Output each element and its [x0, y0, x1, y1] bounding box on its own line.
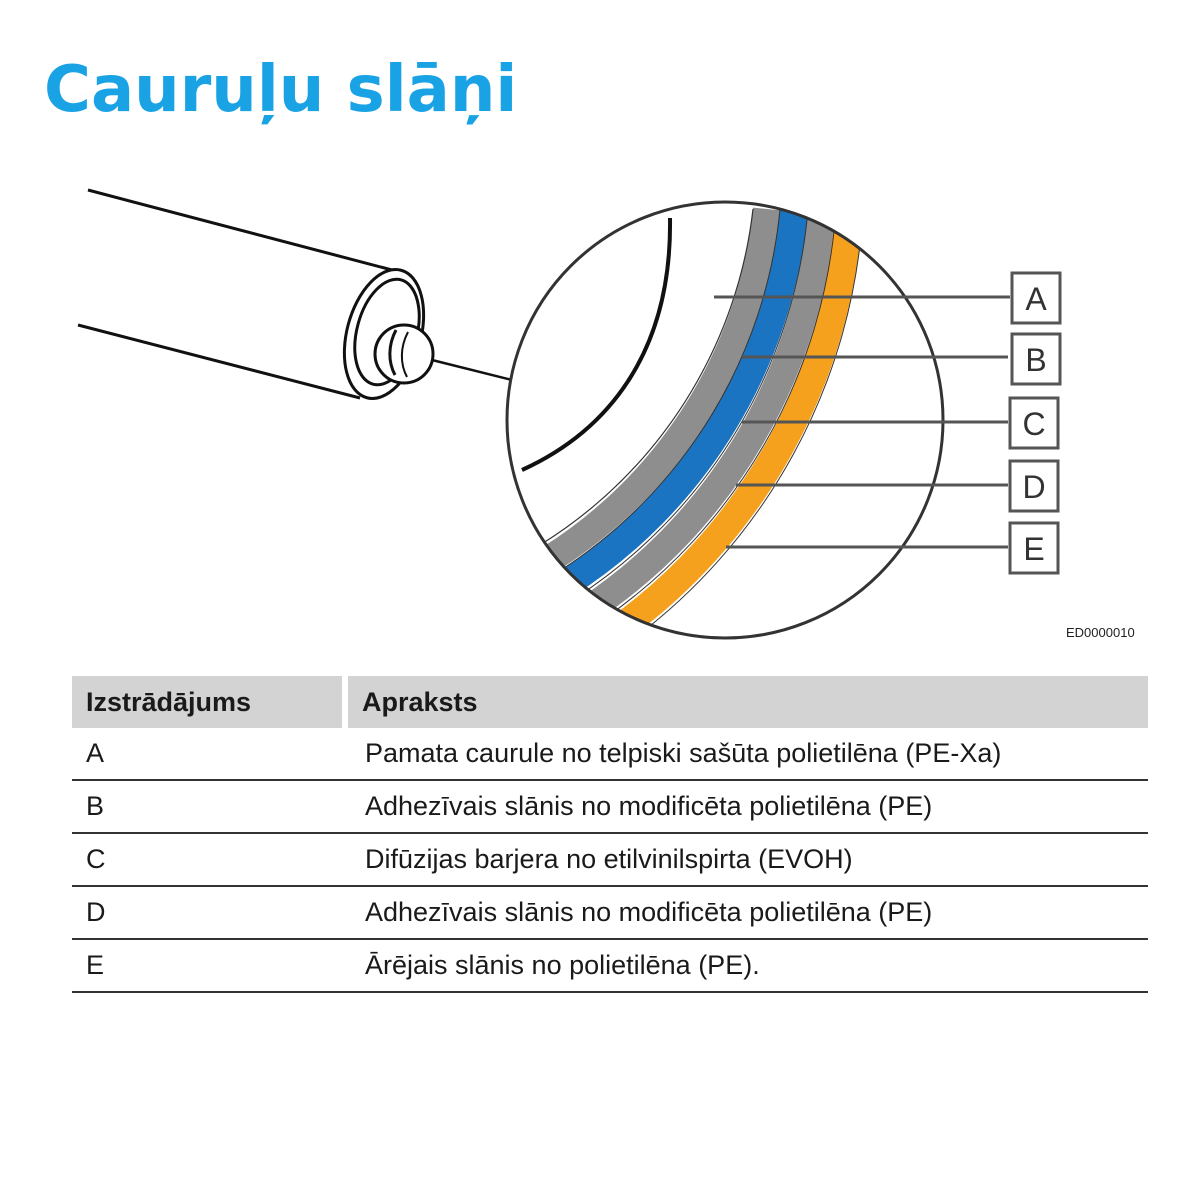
figure-code: ED0000010	[1066, 625, 1135, 640]
magnifier-connector	[432, 360, 512, 380]
column-header-description: Apraksts	[345, 676, 1148, 728]
page-title: Cauruļu slāņi	[44, 53, 518, 127]
pipe-illustration	[78, 190, 512, 407]
pipe-top-edge	[88, 190, 392, 270]
column-header-item: Izstrādājums	[72, 676, 345, 728]
pipe-bottom-edge	[78, 325, 360, 398]
row-description-cell: Adhezīvais slānis no modificēta polietilēna (PE)	[345, 886, 1148, 939]
row-description-cell: Adhezīvais slānis no modificēta polietilēna (PE)	[345, 780, 1148, 833]
table-header-row	[72, 676, 1148, 728]
row-item-cell: D	[72, 886, 345, 939]
row-description-cell: Pamata caurule no telpiski sašūta polietilēna (PE-Xa)	[345, 728, 1148, 780]
table-row	[72, 833, 1148, 886]
row-item-cell: A	[72, 728, 345, 780]
row-description-cell: Difūzijas barjera no etilvinilspirta (EVOH)	[345, 833, 1148, 886]
table-row	[72, 886, 1148, 939]
pipe-layer-diagram	[0, 150, 1200, 650]
label-c: C	[1022, 406, 1046, 442]
label-d: D	[1022, 469, 1046, 505]
table-row	[72, 728, 1148, 780]
magnifier-spot	[375, 325, 433, 383]
table-row	[72, 939, 1148, 992]
label-a: A	[1025, 281, 1047, 317]
row-item-cell: C	[72, 833, 345, 886]
row-description-cell: Ārējais slānis no polietilēna (PE).	[345, 939, 1148, 992]
row-item-cell: E	[72, 939, 345, 992]
table-row	[72, 780, 1148, 833]
row-item-cell: B	[72, 780, 345, 833]
layers-table	[72, 676, 1148, 993]
label-b: B	[1025, 342, 1047, 378]
label-e: E	[1023, 531, 1045, 567]
magnified-section	[500, 190, 960, 650]
